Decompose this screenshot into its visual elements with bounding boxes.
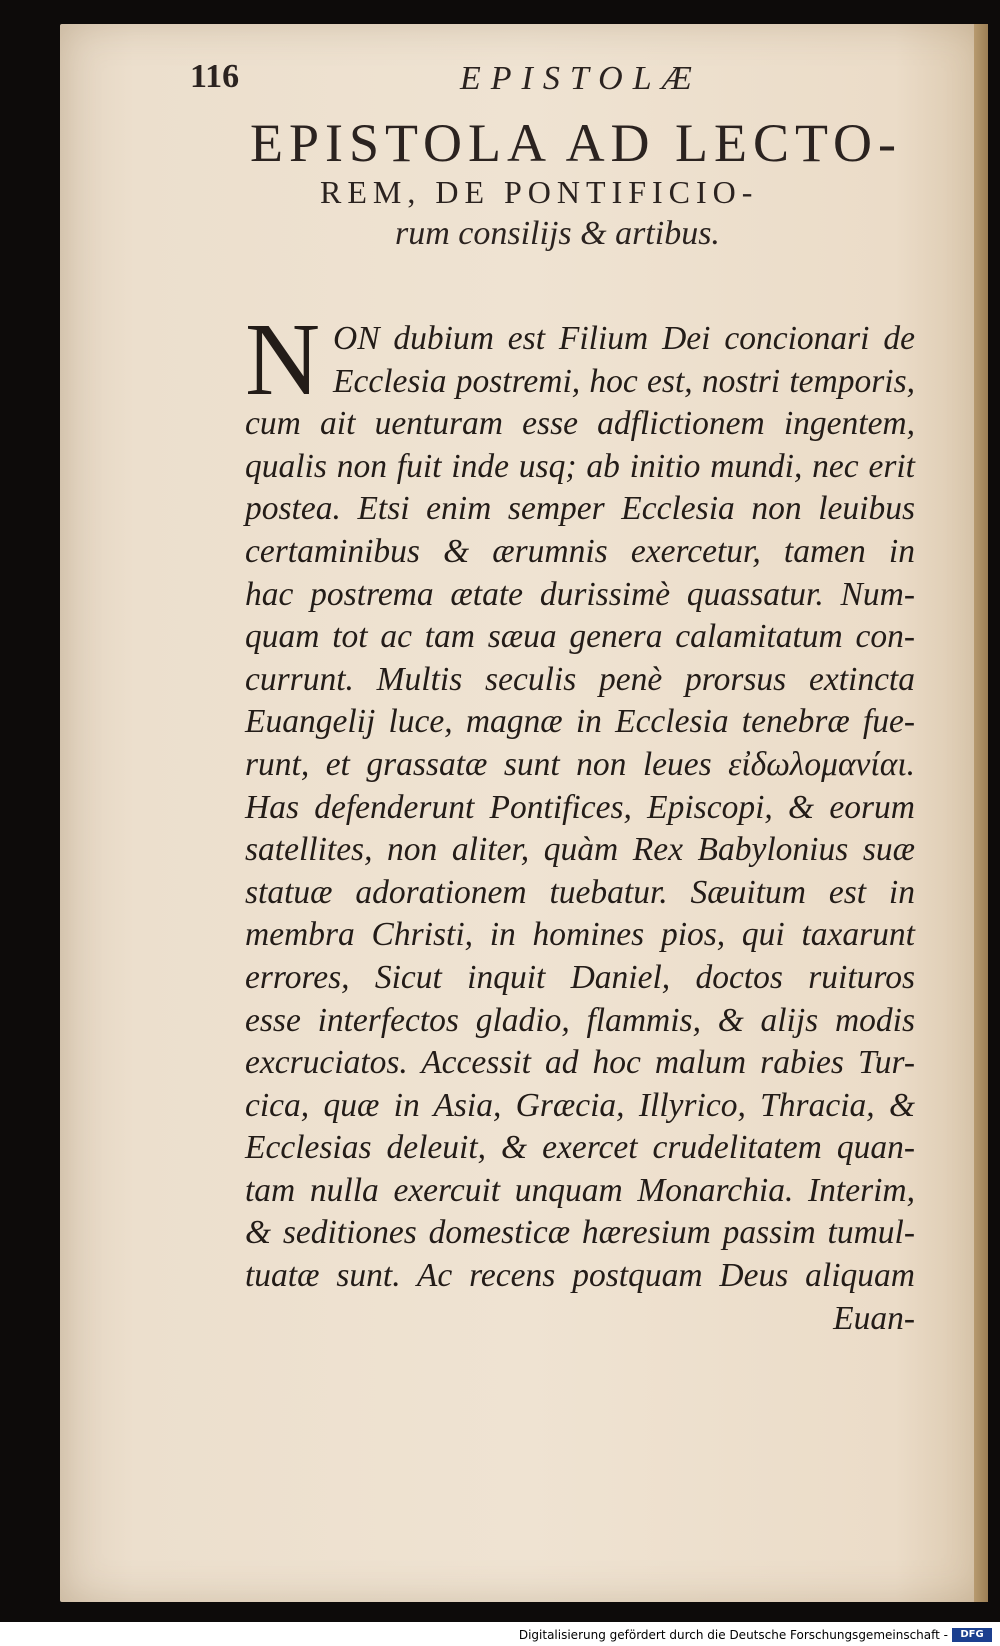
- text-line: postea. Etsi enim semper Ecclesia non leuibus: [245, 490, 915, 528]
- footer-bar: [0, 1622, 1000, 1646]
- catchword: Euan-: [833, 1299, 915, 1337]
- text-line: Euangelij luce, magnæ in Ecclesia tenebræ fue-: [245, 703, 915, 741]
- title-line-2: REM, DE PONTIFICIO-: [320, 174, 759, 210]
- text-line: excruciatos. Accessit ad hoc malum rabies Tur-: [245, 1044, 915, 1082]
- page-number: 116: [190, 58, 240, 95]
- text-line: errores, Sicut inquit Daniel, doctos ruituros: [245, 958, 915, 996]
- running-head: EPISTOLÆ: [460, 60, 702, 97]
- page-edge: [974, 24, 988, 1602]
- page-header: [190, 58, 910, 108]
- text-line: & seditiones domesticæ hæresium passim tumul-: [245, 1214, 915, 1252]
- text-line: tam nulla exercuit unquam Monarchia. Interim,: [245, 1171, 915, 1209]
- text-line: cica, quæ in Asia, Græcia, Illyrico, Thracia, &: [245, 1086, 915, 1124]
- footer-credit: Digitalisierung gefördert durch die Deutsche Forschungsgemeinschaft -: [518, 1628, 948, 1642]
- dfg-logo: DFG: [952, 1628, 992, 1642]
- text-line: Has defenderunt Pontifices, Episcopi, & eorum: [245, 788, 915, 826]
- text-line: esse interfectos gladio, flammis, & alijs modis: [245, 1001, 915, 1039]
- text-line: Ecclesias deleuit, & exercet crudelitatem quan-: [245, 1129, 915, 1167]
- text-line: qualis non fuit inde usq; ab initio mundi, nec erit: [245, 447, 915, 485]
- text-line: membra Christi, in homines pios, qui taxarunt: [245, 916, 915, 954]
- text-line: certaminibus & ærumnis exercetur, tamen in: [245, 532, 915, 570]
- text-line: Ecclesia postremi, hoc est, nostri temporis,: [333, 362, 915, 400]
- title-line-3: rum consilijs & artibus.: [395, 215, 720, 252]
- text-line: quam tot ac tam sæua genera calamitatum con-: [245, 618, 915, 656]
- text-line: tuatæ sunt. Ac recens postquam Deus aliquam: [245, 1257, 915, 1295]
- text-line: ON dubium est Filium Dei concionari de: [333, 320, 915, 357]
- text-line: hac postrema ætate durissimè quassatur. Num-: [245, 575, 915, 613]
- body-text: [245, 302, 915, 1340]
- text-line: statuæ adorationem tuebatur. Sæuitum est in: [245, 873, 915, 911]
- text-line: cum ait uenturam esse adflictionem ingentem,: [245, 405, 915, 443]
- drop-cap-initial: N: [245, 302, 321, 417]
- title-line-1: EPISTOLA AD LECTO-: [250, 113, 903, 173]
- text-line: currunt. Multis seculis penè prorsus extincta: [245, 660, 915, 698]
- text-line: satellites, non aliter, quàm Rex Babylonius suæ: [245, 831, 915, 869]
- text-line: runt, et grassatæ sunt non leues εἰδωλομανίαι.: [245, 745, 915, 783]
